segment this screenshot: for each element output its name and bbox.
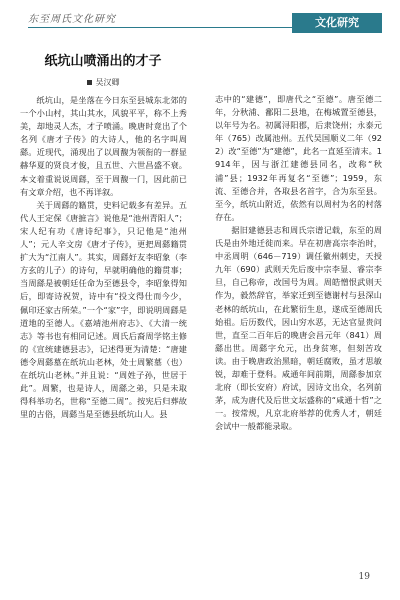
journal-name: 东至周氏文化研究 bbox=[28, 14, 116, 25]
paragraph: 志中的“建德”，即唐代之“至德”。唐至德二年，分秋浦、鄱阳二县地，在梅城置至德县，以年号为名。初属浔阳郡，后隶饶州；永泰元年（765）改属池州。五代吴国顺义二年（922）改“至德”为“建德”，此名一直延至清末。1914年，因与浙江建德县同名，改称“秋浦”县；1932年再复名“至德”；1959，东流、至德合并，各取县名首字，合为东至县。至今，纸坑山附近，依然有以周村为名的村落存在。 bbox=[215, 94, 382, 222]
paragraph: 据旧建德县志和周氏宗谱记载，东至的周氏是由外地迁徙而来。早在初唐高宗李治时，中丞周明（646－719）调任徽州刺史，天授九年（690）武则天先后废中宗李显、睿宗李旦，自己称帝，改国号为周。周皓憎恨武则天作为，毅然辞官，举家迁到至德谢村与县深山老林的纸坑山，在此繁衍生息，遂成至德周氏始祖。后历数代，因山穷水恶，无达官显贵问世，直至二百年后的晚唐会昌元年（841）周繇出世。周繇字允元，出身贫寒，但刻苦攻读。由于晚唐政治黑暗，朝廷腐败，虽才思敏锐，却难于登科。咸通年间前期，周繇参加京北府（即长安府）府试，因诗文出众，名列前茅，成为唐代及后世文坛盛称的“咸通十哲”之一。按常规，凡京北府举荐的优秀人才，朝廷会试中一般都能录取。 bbox=[215, 224, 382, 432]
author-square-icon bbox=[87, 80, 92, 85]
author-name: 吴汉卿 bbox=[95, 78, 120, 87]
section-badge: 文化研究 bbox=[292, 13, 382, 33]
paragraph: 关于周繇的籍贯，史料记载多有差异。五代人王定保《唐摭言》说他是“池州青阳人”；宋人纪有功《唐诗纪事》，只记他是“池州人”；元人辛文房《唐才子传》，更把周繇籍贯扩大为“江南人”。其实，周繇好友李昭象（李方玄的儿子）的诗句，早就明确他的籍贯事；当周繇是被朝廷任命为至德县令，李昭象得知后，即寄诗祝贺，诗中有“投文得仕而今少，佩印还家古所荣。”一个“家”字，即说明周繇是道地的至德人。《嘉靖池州府志》、《大清一统志》等书也有相同记述。周氏后裔周学铭主修的《宣统建德县志》，记述得更为清楚：“唐建德令周繇墓在纸坑山老林，处士周繁墓（也）在纸坑山老林。”并且说：“周姓子孙，世居于此”。周繁，也是诗人，周繇之弟，只是未取得科举功名，世称“至德二周”。按宪后归葬故里的古俗，周繇当是至德县纸坑山人。县 bbox=[20, 199, 187, 420]
page-header bbox=[0, 0, 400, 34]
page-number: 19 bbox=[358, 572, 370, 582]
paragraph: 纸坑山，是坐落在今日东至县城东北郊的一个小山村，其山其水，风貌平平，称不上秀美，却地灵人杰，才子喷涌。晚唐时竟出了个名列《唐才子传》的大诗人，他的名字叫周繇。近现代，涌现出了以周馥为领衔的一群显赫华夏的贤良才俊，且五世、六世昌盛不衰。本文着重说说周繇，至于周馥一门，因此前已有文章介绍，也不再详叙。 bbox=[20, 95, 187, 197]
right-column bbox=[215, 93, 382, 433]
article-author bbox=[28, 77, 178, 88]
header-rule bbox=[28, 27, 318, 28]
left-column bbox=[20, 94, 187, 421]
article-title: 纸坑山喷涌出的才子 bbox=[44, 54, 162, 69]
